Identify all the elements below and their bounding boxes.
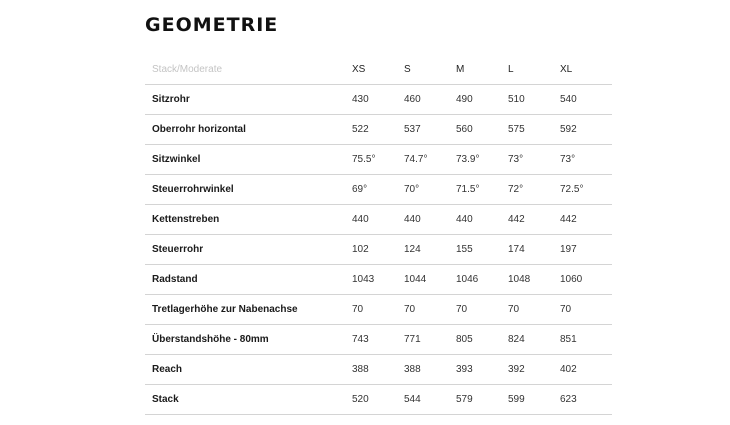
size-header-m: M [456,55,508,85]
table-cell-s: 544 [404,385,456,415]
table-cell-s: 440 [404,205,456,235]
page-title: GEOMETRIE [145,14,279,36]
table-row [145,385,612,415]
table-cell-xs: 743 [352,325,404,355]
table-cell-xs: 75.5° [352,145,404,175]
table-cell-m: 1046 [456,265,508,295]
table-cell-xl: 73° [560,145,612,175]
table-header-label: Stack/Moderate [145,55,352,85]
table-row [145,355,612,385]
table-row [145,295,612,325]
table-cell-l: 824 [508,325,560,355]
size-header-xl: XL [560,55,612,85]
table-cell-m: 579 [456,385,508,415]
table-cell-xs: 1043 [352,265,404,295]
table-cell-xl: 851 [560,325,612,355]
table-cell-m: 73.9° [456,145,508,175]
table-row [145,145,612,175]
table-row [145,205,612,235]
table-cell-m: 155 [456,235,508,265]
row-label: Steuerrohr [145,235,352,265]
table-cell-xs: 102 [352,235,404,265]
table-cell-l: 1048 [508,265,560,295]
table-cell-l: 392 [508,355,560,385]
table-cell-s: 74.7° [404,145,456,175]
table-row [145,235,612,265]
table-cell-l: 510 [508,85,560,115]
table-cell-s: 1044 [404,265,456,295]
table-cell-xs: 69° [352,175,404,205]
row-label: Kettenstreben [145,205,352,235]
table-cell-m: 560 [456,115,508,145]
table-cell-xl: 592 [560,115,612,145]
table-cell-l: 73° [508,145,560,175]
table-cell-m: 805 [456,325,508,355]
size-header-l: L [508,55,560,85]
table-cell-xs: 430 [352,85,404,115]
table-cell-s: 70 [404,295,456,325]
table-cell-xl: 197 [560,235,612,265]
table-cell-l: 442 [508,205,560,235]
row-label: Radstand [145,265,352,295]
table-cell-xl: 72.5° [560,175,612,205]
table-cell-xl: 623 [560,385,612,415]
table-row [145,175,612,205]
row-label: Sitzwinkel [145,145,352,175]
table-cell-xs: 388 [352,355,404,385]
table-cell-xl: 442 [560,205,612,235]
size-header-xs: XS [352,55,404,85]
table-cell-s: 771 [404,325,456,355]
row-label: Steuerrohrwinkel [145,175,352,205]
table-cell-xs: 522 [352,115,404,145]
table-cell-s: 124 [404,235,456,265]
table-cell-s: 70° [404,175,456,205]
table-cell-xl: 1060 [560,265,612,295]
size-header-s: S [404,55,456,85]
table-cell-xl: 402 [560,355,612,385]
table-cell-l: 70 [508,295,560,325]
table-cell-m: 440 [456,205,508,235]
table-row [145,85,612,115]
row-label: Reach [145,355,352,385]
table-cell-s: 460 [404,85,456,115]
table-row [145,115,612,145]
row-label: Überstandshöhe - 80mm [145,325,352,355]
geometry-table [145,55,612,415]
table-row [145,265,612,295]
table-cell-l: 72° [508,175,560,205]
table-cell-m: 70 [456,295,508,325]
table-cell-s: 537 [404,115,456,145]
table-cell-xs: 440 [352,205,404,235]
table-cell-xl: 70 [560,295,612,325]
table-row [145,325,612,355]
table-cell-m: 71.5° [456,175,508,205]
table-cell-xl: 540 [560,85,612,115]
row-label: Tretlagerhöhe zur Nabenachse [145,295,352,325]
table-header-row [145,55,612,85]
table-cell-m: 393 [456,355,508,385]
table-cell-s: 388 [404,355,456,385]
table-cell-l: 599 [508,385,560,415]
table-cell-l: 575 [508,115,560,145]
row-label: Stack [145,385,352,415]
table-cell-m: 490 [456,85,508,115]
row-label: Oberrohr horizontal [145,115,352,145]
table-cell-l: 174 [508,235,560,265]
table-cell-xs: 520 [352,385,404,415]
table-cell-xs: 70 [352,295,404,325]
row-label: Sitzrohr [145,85,352,115]
